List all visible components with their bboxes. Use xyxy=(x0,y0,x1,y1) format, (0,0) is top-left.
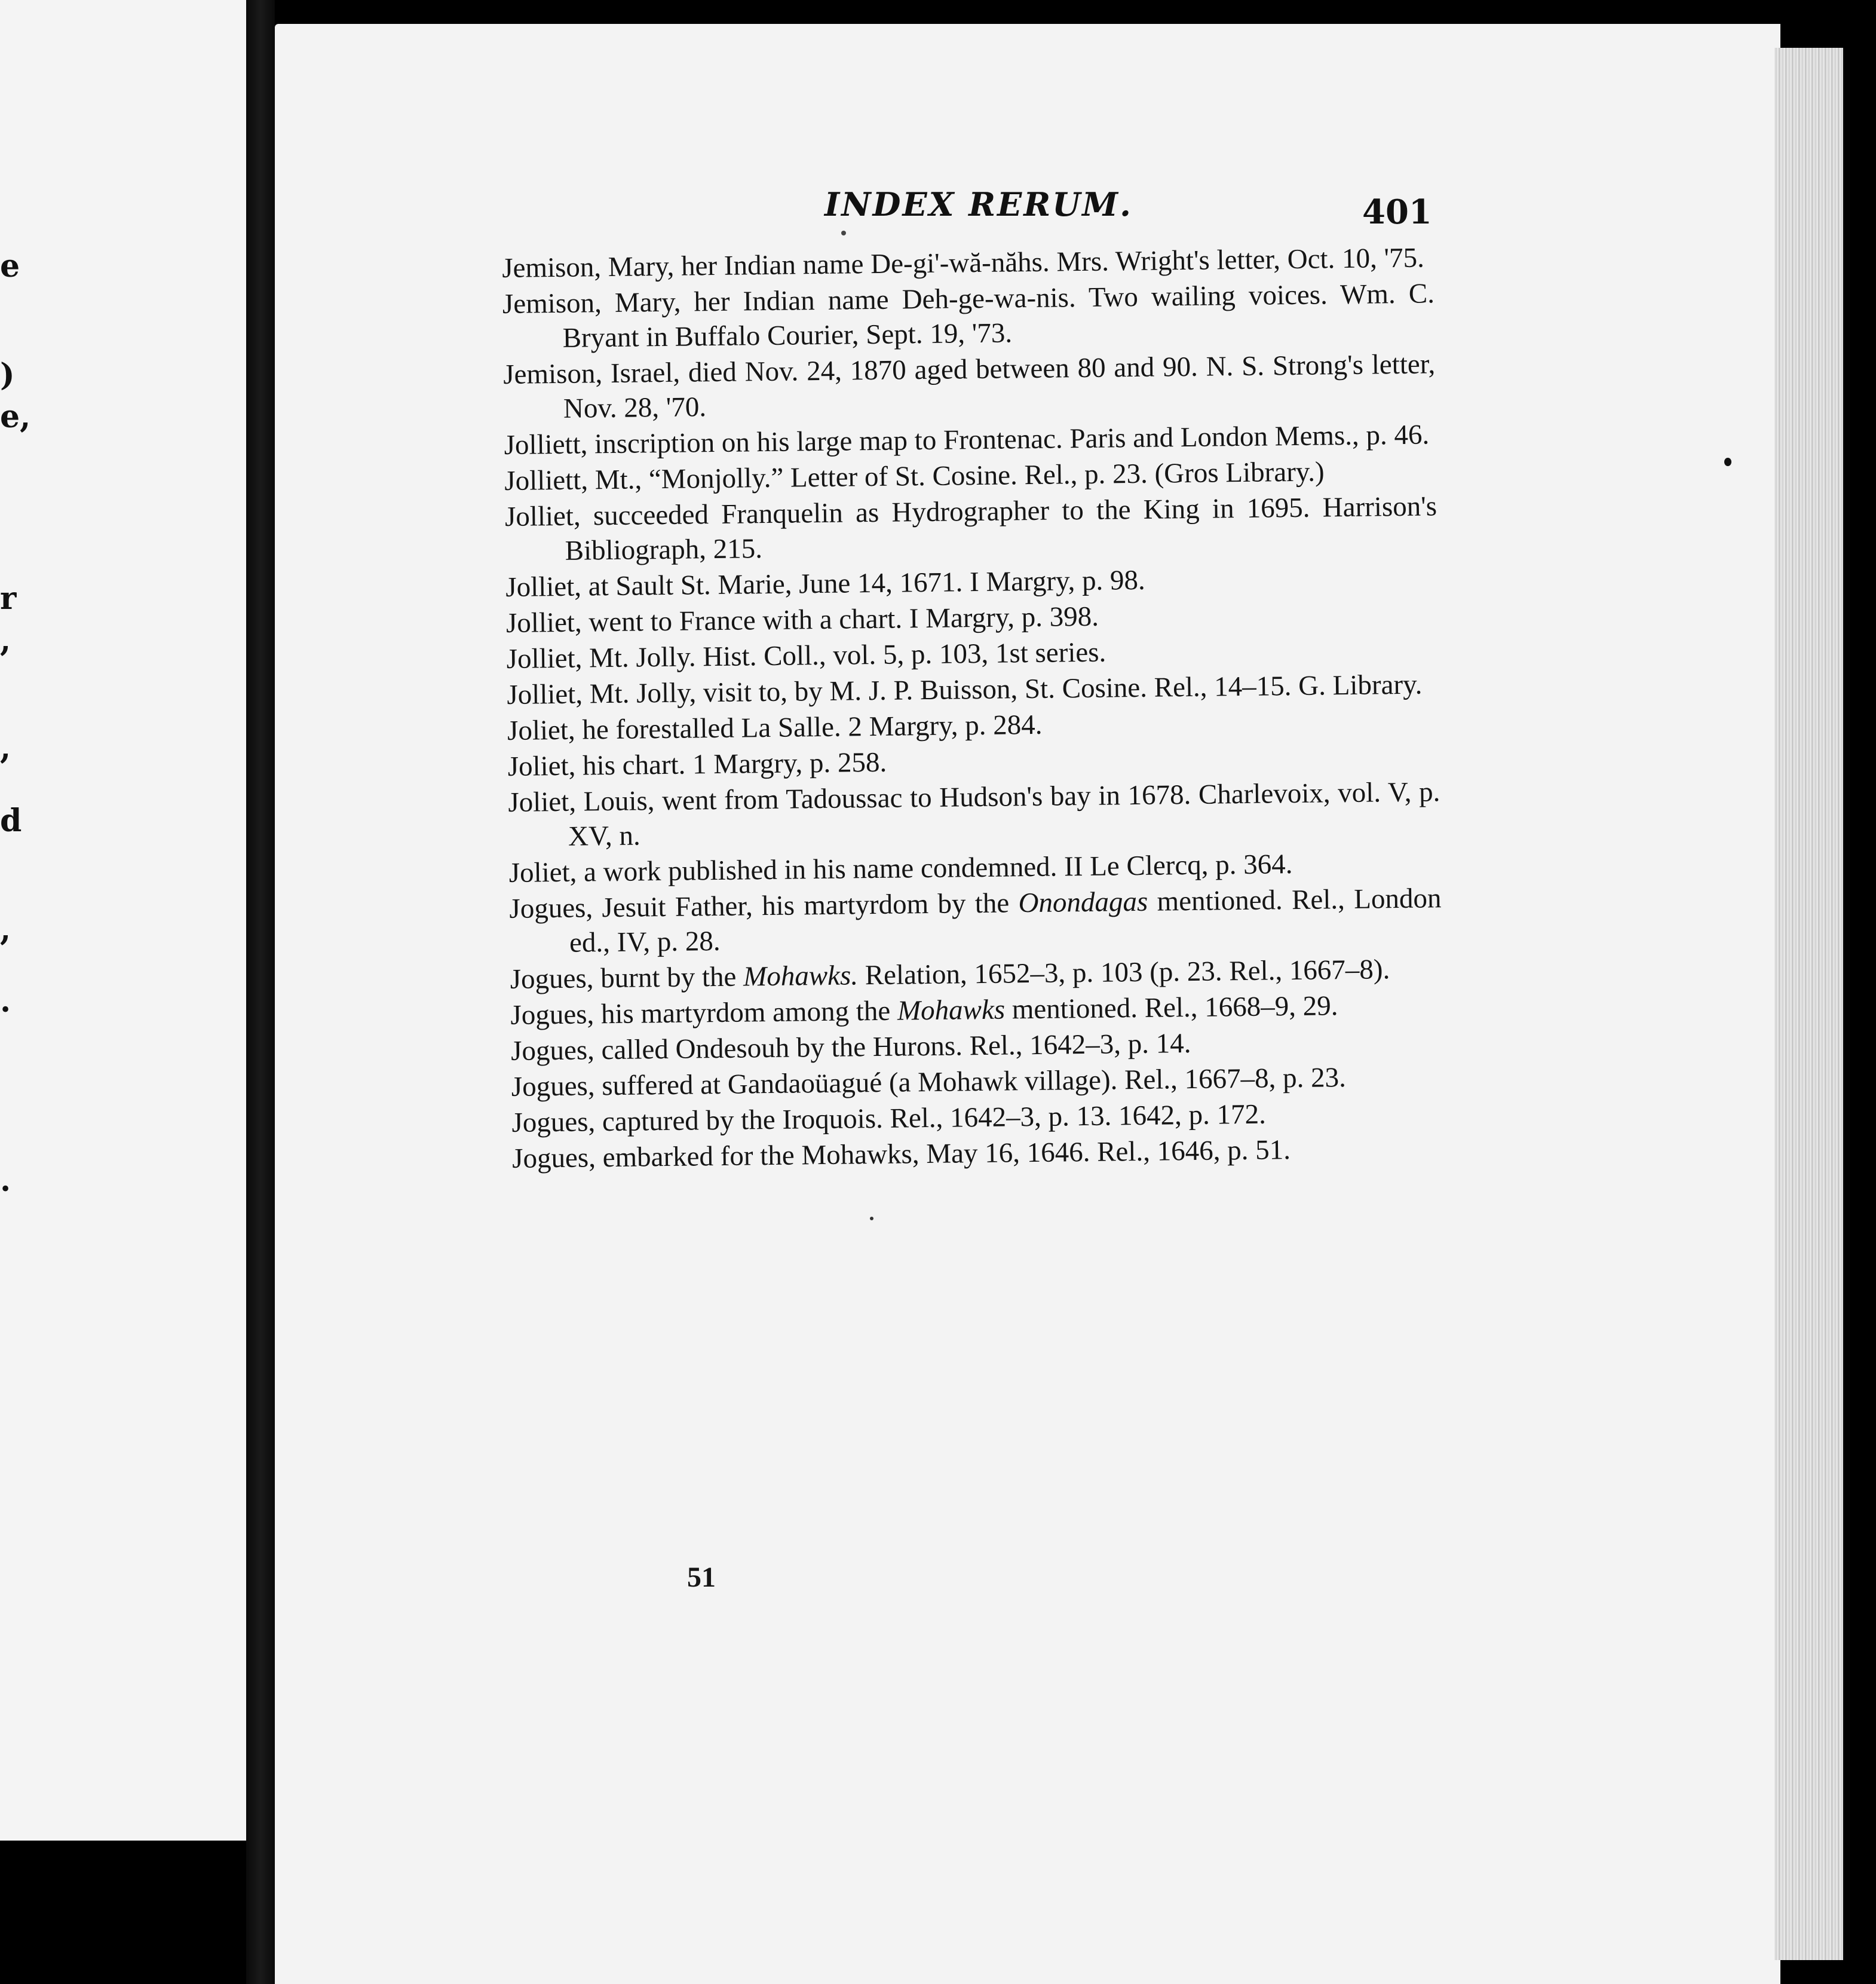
left-fragment: , xyxy=(0,622,11,659)
index-entry: Jogues, embarked for the Mohawks, May 16, 1646. Rel., 1646, p. 51. xyxy=(511,1134,1291,1174)
entry-italic-name: Mohawks xyxy=(897,994,1006,1027)
index-entry: Jogues, called Ondesouh by the Hurons. Rel., 1642–3, p. 14. xyxy=(510,1028,1191,1067)
index-entry xyxy=(509,881,1442,961)
fore-edge-shadow xyxy=(1843,48,1876,1984)
signature-mark: 51 xyxy=(687,1562,716,1593)
left-page-text-fragments xyxy=(0,0,36,1793)
index-entry: Jolliet, Mt. Jolly, visit to, by M. J. P. Buisson, St. Cosine. Rel., 14–15. G. Library. xyxy=(507,669,1423,711)
index-entry: Jolliett, inscription on his large map to Frontenac. Paris and London Mems., p. 46. xyxy=(504,419,1430,461)
page-number: 401 xyxy=(1362,192,1432,232)
entry-italic-name: Mohawks. xyxy=(743,960,859,993)
left-fragment: r xyxy=(0,580,17,617)
ink-speck xyxy=(841,231,846,235)
left-fragment: , xyxy=(0,730,11,766)
running-head: INDEX RERUM. xyxy=(824,185,1133,223)
entry-text: mentioned. Rel., 1668–9, 29. xyxy=(1004,990,1338,1025)
index-entry: Jolliet, Mt. Jolly. Hist. Coll., vol. 5, p. 103, 1st series. xyxy=(506,636,1106,675)
book-gutter xyxy=(246,0,275,1984)
left-fragment: e, xyxy=(0,399,31,435)
left-fragment: d xyxy=(0,803,22,839)
index-entry: Jogues, suffered at Gandaoüagué (a Mohawk village). Rel., 1667–8, p. 23. xyxy=(511,1062,1347,1103)
ink-speck xyxy=(870,1217,873,1220)
page-fore-edge xyxy=(1774,48,1843,1960)
entry-text: Jogues, Jesuit Father, his martyrdom by the xyxy=(509,887,1019,924)
index-entry: Jolliet, at Sault St. Marie, June 14, 1671. I Margry, p. 98. xyxy=(505,564,1146,603)
left-fragment: . xyxy=(0,1162,11,1199)
index-entry: Jolliet, went to France with a chart. I Margry, p. 398. xyxy=(505,601,1099,639)
entry-text: Relation, 1652–3, p. 103 (p. 23. Rel., 1667–8). xyxy=(857,954,1390,991)
left-fragment: ) xyxy=(0,357,15,393)
index-entry: Jemison, Mary, her Indian name De-gi'-wă-năhs. Mrs. Wright's letter, Oct. 10, '75. xyxy=(502,242,1425,284)
index-entry: Joliet, he forestalled La Salle. 2 Margry, p. 284. xyxy=(507,709,1043,746)
entry-text: Jogues, burnt by the xyxy=(510,961,744,995)
index-entry: Joliet, Louis, went from Tadoussac to Hudson's bay in 1678. Charlevoix, vol. V, p. XV, n. xyxy=(508,776,1440,852)
left-fragment: e xyxy=(0,248,20,284)
ink-speck xyxy=(1724,458,1731,466)
index-entry: Joliet, his chart. 1 Margry, p. 258. xyxy=(507,746,887,782)
index-entries xyxy=(502,240,1444,1177)
index-entry: Joliet, a work published in his name condemned. II Le Clercq, p. 364. xyxy=(508,849,1293,889)
entry-italic-name: Onondagas xyxy=(1018,886,1148,919)
index-entry: Jogues, captured by the Iroquois. Rel., 1642–3, p. 13. 1642, p. 172. xyxy=(511,1098,1267,1138)
entry-text: mentioned. Rel., London ed., IV, p. 28. xyxy=(569,883,1442,959)
left-facing-page xyxy=(0,0,246,1841)
left-fragment: , xyxy=(0,911,11,948)
index-entry: Jemison, Mary, her Indian name Deh-ge-wa-nis. Two wailing voices. Wm. C. Bryant in Buffalo Courier, Sept. 19, '73. xyxy=(502,278,1435,354)
index-entry: Jemison, Israel, died Nov. 24, 1870 aged between 80 and 90. N. S. Strong's letter, Nov. 28, '70. xyxy=(503,348,1436,424)
entry-text: Jogues, his martyrdom among the xyxy=(510,995,898,1031)
index-entry: Jolliet, succeeded Franquelin as Hydrographer to the King in 1695. Harrison's Bibliograph, 215. xyxy=(504,491,1437,567)
index-entry: Jolliett, Mt., “Monjolly.” Letter of St. Cosine. Rel., p. 23. (Gros Library.) xyxy=(504,456,1325,497)
left-fragment: . xyxy=(0,983,11,1019)
